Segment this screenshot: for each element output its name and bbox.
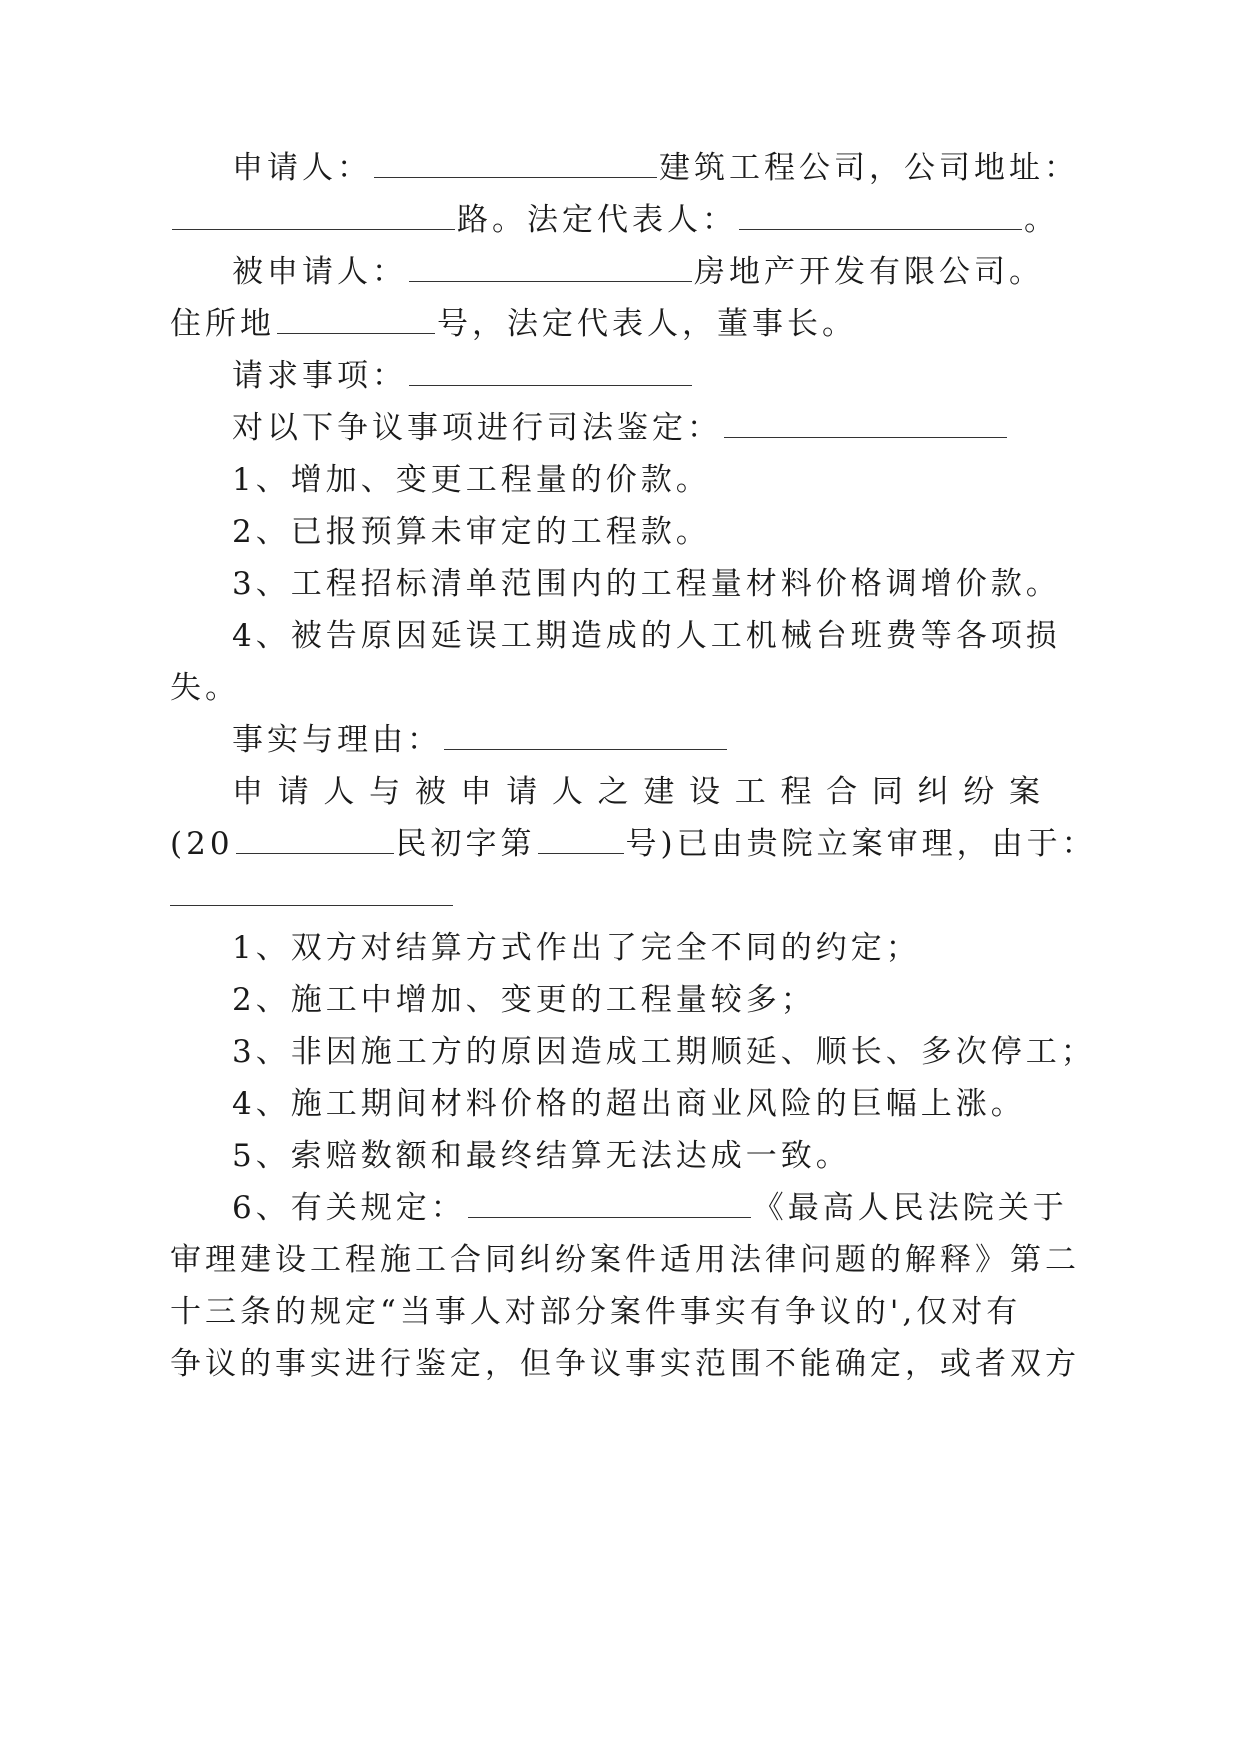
facts-justified-line — [232, 772, 1040, 812]
blank-field — [468, 1191, 751, 1218]
justified-char: 申 — [232, 774, 263, 810]
justified-char: 纷 — [963, 774, 995, 810]
justified-char: 人 — [323, 774, 355, 810]
blank-field — [236, 827, 394, 854]
blank-line — [170, 876, 453, 916]
blank-field — [724, 411, 1007, 438]
request-intro-line: 对以下争议事项进行司法鉴定： — [232, 408, 1009, 448]
facts-item: 2、施工中增加、变更的工程量较多； — [232, 982, 816, 1018]
facts-item: 1、双方对结算方式作出了完全不同的约定； — [232, 930, 921, 966]
facts-continuation: 争议的事实进行鉴定，但争议事实范围不能确定，或者双方 — [170, 1346, 1080, 1382]
applicant-line-2: 路。法定代表人： 。 — [170, 200, 1059, 240]
justified-char: 设 — [689, 774, 721, 810]
blank-field — [172, 203, 455, 230]
blank-field — [277, 307, 435, 334]
respondent-line-2: 住所地 号，法定代表人，董事长。 — [170, 306, 857, 342]
justified-char: 纠 — [917, 774, 949, 810]
justified-char: 请 — [277, 774, 309, 810]
justified-char: 案 — [1008, 774, 1040, 810]
facts-continuation: 十三条的规定“当事人对部分案件事实有争议的',仅对有 — [170, 1294, 1022, 1330]
respondent-line: 被申请人： 房地产开发有限公司。 — [232, 254, 1044, 290]
justified-char: 同 — [871, 774, 903, 810]
facts-item-6: 6、有关规定： 《最高人民法院关于 — [232, 1190, 1068, 1226]
justified-char: 程 — [780, 774, 812, 810]
justified-char: 与 — [369, 774, 401, 810]
applicant-line: 申请人： 建筑工程公司，公司地址： — [232, 150, 1079, 186]
justified-char: 建 — [643, 774, 675, 810]
blank-field — [444, 723, 727, 750]
blank-field — [409, 359, 692, 386]
justified-char: 人 — [551, 774, 583, 810]
justified-char: 被 — [414, 774, 446, 810]
facts-label-line: 事实与理由： — [232, 720, 729, 760]
blank-field — [538, 827, 624, 854]
blank-field — [409, 255, 692, 282]
request-item-continued: 失。 — [170, 670, 240, 706]
facts-item: 5、索赔数额和最终结算无法达成一致。 — [232, 1138, 851, 1174]
request-label-line: 请求事项： — [232, 356, 694, 396]
request-item: 3、工程招标清单范围内的工程量材料价格调增价款。 — [232, 566, 1061, 602]
request-item: 4、被告原因延误工期造成的人工机械台班费等各项损 — [232, 618, 1061, 654]
blank-field — [739, 203, 1022, 230]
facts-item: 3、非因施工方的原因造成工期顺延、顺长、多次停工； — [232, 1034, 1096, 1070]
justified-char: 申 — [460, 774, 492, 810]
justified-char: 之 — [597, 774, 629, 810]
justified-char: 工 — [734, 774, 766, 810]
blank-field — [170, 879, 453, 906]
justified-char: 合 — [826, 774, 858, 810]
request-item: 2、已报预算未审定的工程款。 — [232, 514, 711, 550]
blank-field — [374, 151, 657, 178]
request-item: 1、增加、变更工程量的价款。 — [232, 462, 711, 498]
justified-char: 请 — [506, 774, 538, 810]
facts-continuation: 审理建设工程施工合同纠纷案件适用法律问题的解释》第二 — [170, 1242, 1080, 1278]
case-number-line: (20 民初字第 号)已由贵院立案审理，由于： — [170, 826, 1097, 862]
facts-item: 4、施工期间材料价格的超出商业风险的巨幅上涨。 — [232, 1086, 1026, 1122]
